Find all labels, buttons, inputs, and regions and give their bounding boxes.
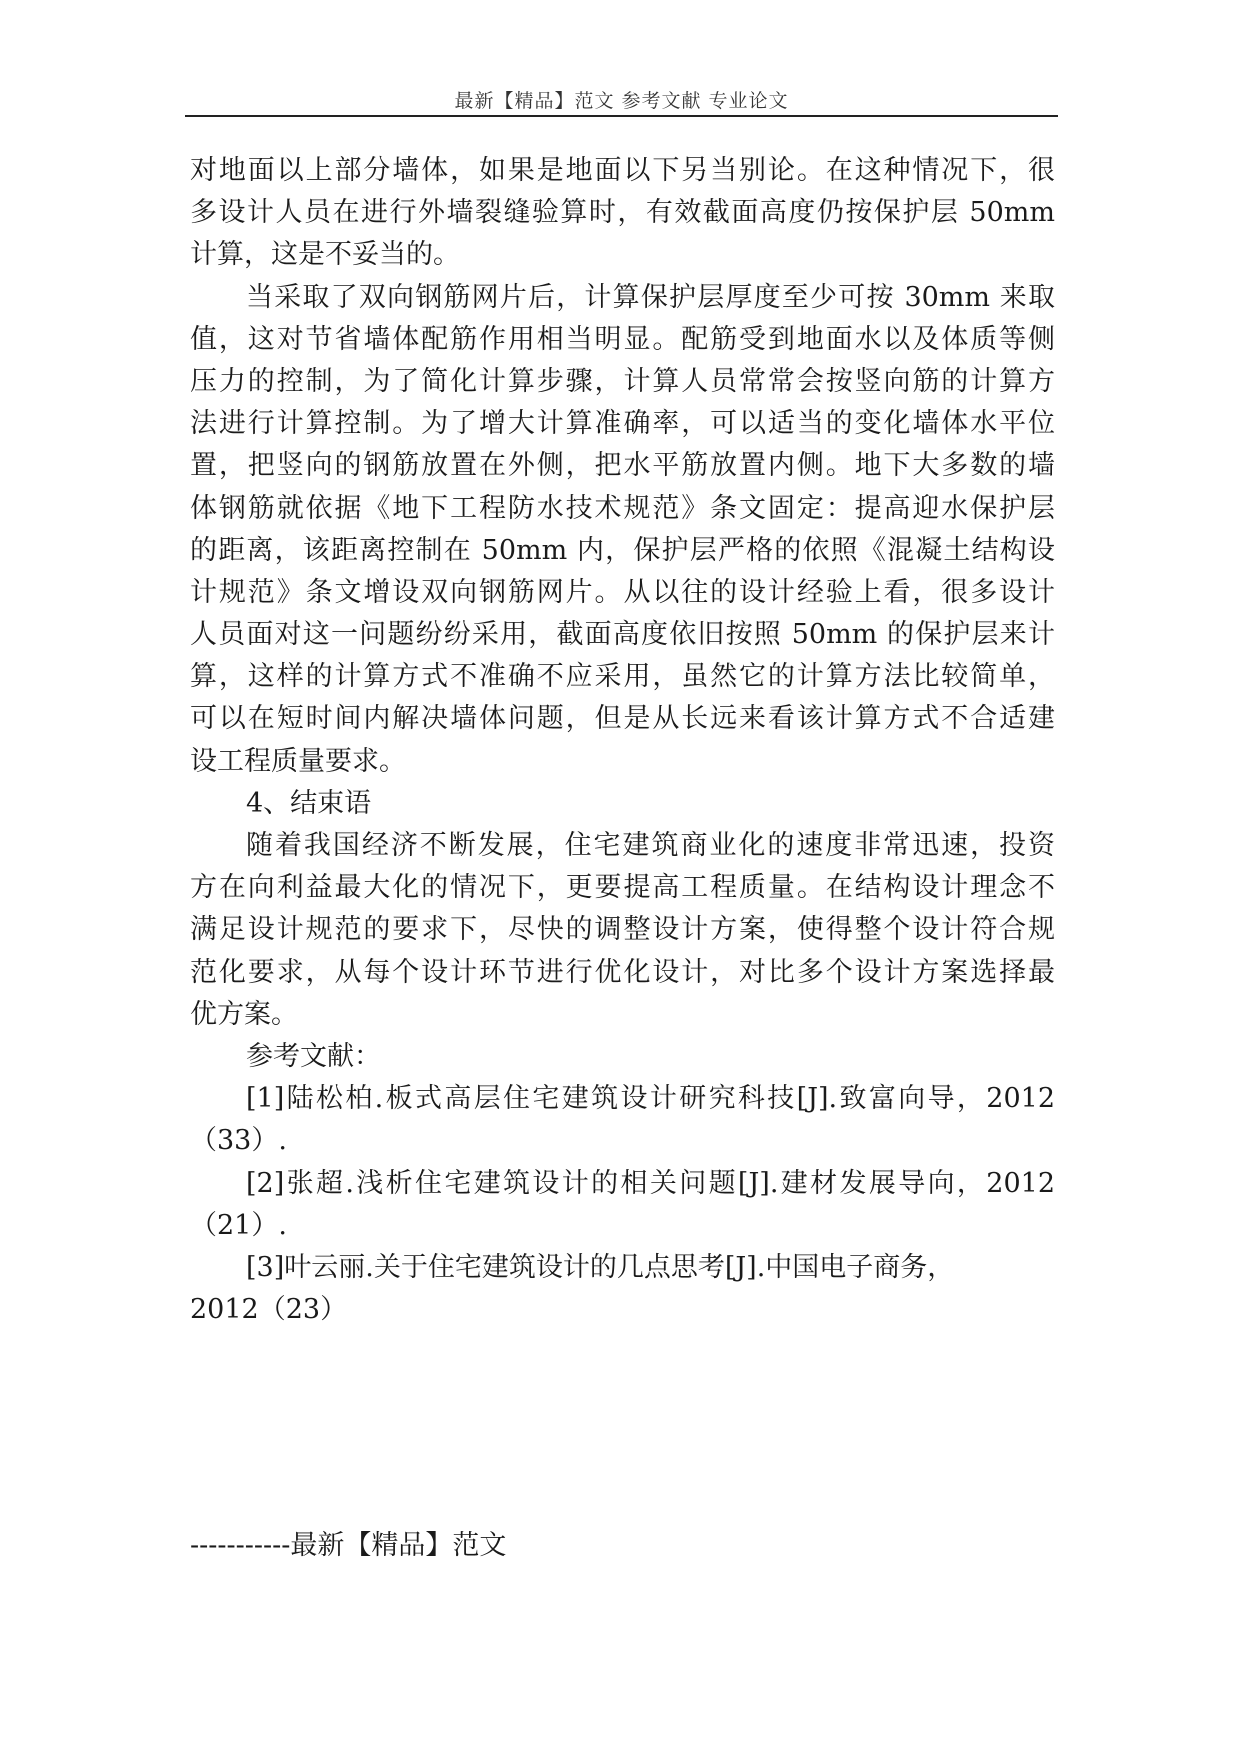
text-line: 人员面对这一问题纷纷采用，截面高度依旧按照 50mm 的保护层来计 <box>190 619 1055 651</box>
text-line: 随着我国经济不断发展，住宅建筑商业化的速度非常迅速，投资 <box>246 830 1055 861</box>
text-line: 计算，这是不妥当的。 <box>190 239 460 271</box>
text-line: 值，这对节省墙体配筋作用相当明显。配筋受到地面水以及体质等侧 <box>190 323 1055 355</box>
text-line: 体钢筋就依据《地下工程防水技术规范》条文固定：提高迎水保护层 <box>190 492 1055 524</box>
page-footer: -----------最新【精品】范文 <box>190 1530 507 1561</box>
reference-line: [3]叶云丽.关于住宅建筑设计的几点思考[J].中国电子商务， <box>246 1251 955 1283</box>
document-body <box>190 150 1055 1331</box>
text-line: 优方案。 <box>190 998 298 1030</box>
text-line: 范化要求，从每个设计环节进行优化设计，对比多个设计方案选择最 <box>190 956 1055 988</box>
reference-line: [2]张超.浅析住宅建筑设计的相关问题[J].建材发展导向，2012 <box>246 1167 1055 1199</box>
header-rule <box>185 115 1058 117</box>
reference-line: [1]陆松柏.板式高层住宅建筑设计研究科技[J].致富向导，2012 <box>246 1083 1055 1115</box>
references-heading: 参考文献： <box>246 1040 381 1072</box>
page-header: 最新【精品】范文 参考文献 专业论文 <box>454 90 789 112</box>
text-line: 法进行计算控制。为了增大计算准确率，可以适当的变化墙体水平位 <box>190 408 1055 440</box>
text-line: 当采取了双向钢筋网片后，计算保护层厚度至少可按 30mm 来取 <box>246 281 1055 313</box>
reference-line: （33）. <box>190 1125 287 1157</box>
text-line: 多设计人员在进行外墙裂缝验算时，有效截面高度仍按保护层 50mm <box>190 197 1055 229</box>
reference-line: 2012（23） <box>190 1294 348 1326</box>
text-line: 可以在短时间内解决墙体问题，但是从长远来看该计算方式不合适建 <box>190 703 1055 735</box>
text-line: 满足设计规范的要求下，尽快的调整设计方案，使得整个设计符合规 <box>190 914 1055 946</box>
text-line: 对地面以上部分墙体，如果是地面以下另当别论。在这种情况下，很 <box>190 155 1055 186</box>
text-line: 方在向利益最大化的情况下，更要提高工程质量。在结构设计理念不 <box>190 872 1055 904</box>
text-line: 算，这样的计算方式不准确不应采用，虽然它的计算方法比较简单， <box>190 661 1055 693</box>
text-line: 的距离，该距离控制在 50mm 内，保护层严格的依照《混凝土结构设 <box>190 534 1055 566</box>
section-heading: 4、结束语 <box>246 787 372 819</box>
text-line: 压力的控制，为了简化计算步骤，计算人员常常会按竖向筋的计算方 <box>190 365 1055 397</box>
text-line: 置，把竖向的钢筋放置在外侧，把水平筋放置内侧。地下大多数的墙 <box>190 450 1055 482</box>
text-line: 计规范》条文增设双向钢筋网片。从以往的设计经验上看，很多设计 <box>190 576 1055 608</box>
text-line: 设工程质量要求。 <box>190 745 406 777</box>
reference-line: （21）. <box>190 1209 287 1241</box>
